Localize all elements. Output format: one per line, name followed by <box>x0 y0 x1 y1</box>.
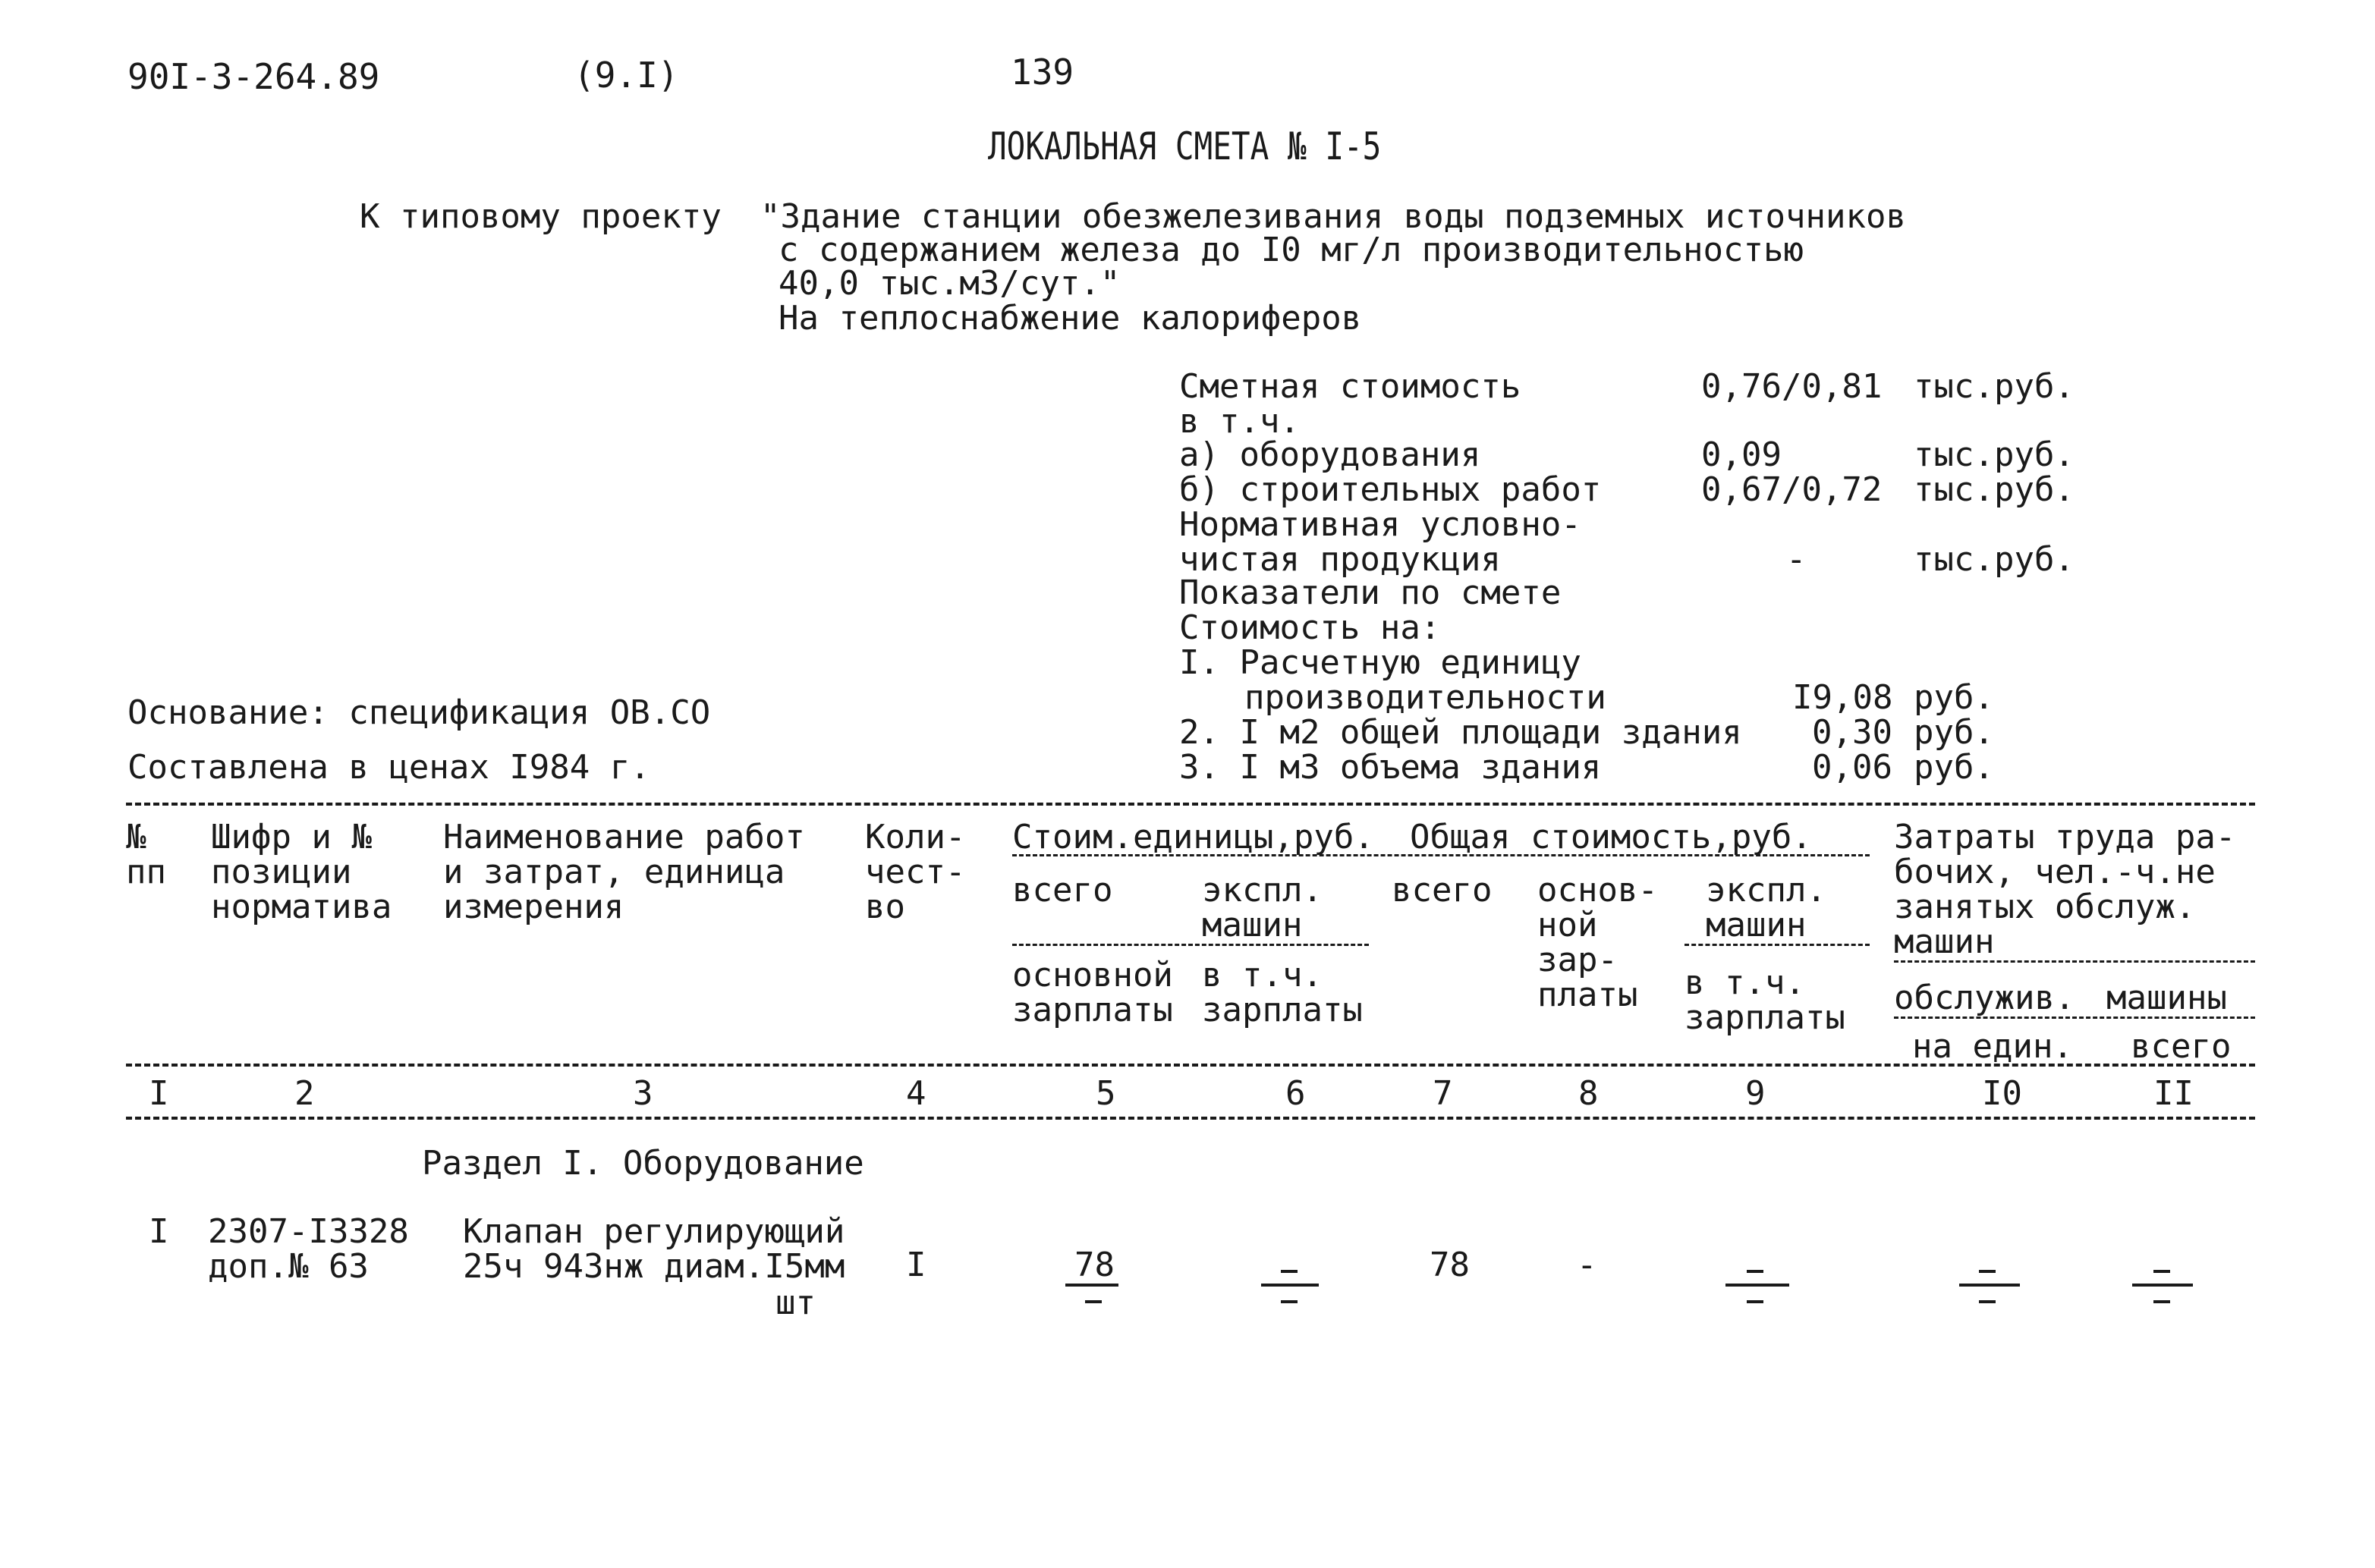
indicator-3-label: 3. I м3 объема здания <box>1179 748 1602 787</box>
col-qty-header-3: во <box>865 888 905 926</box>
table-header-rule <box>126 1064 2255 1067</box>
column-number-10: I0 <box>1982 1074 2022 1113</box>
column-number-7: 7 <box>1433 1074 1453 1113</box>
col9-expl-header-1: экспл. <box>1706 871 1826 910</box>
indicator-1-label-1: I. Расчетную единицу <box>1179 643 1581 682</box>
col-code-header-2: позиции <box>211 853 352 891</box>
basis-text: Основание: спецификация ОВ.СО <box>127 693 711 732</box>
col9-wage-header-1: в т.ч. <box>1685 963 1805 1002</box>
project-line-1: "Здание станции обезжелезивания воды подземных источников <box>760 197 1906 236</box>
col10-11-underline <box>1894 1017 2255 1019</box>
col5-wage-header-2: зарплаты <box>1012 991 1173 1029</box>
labor-header-4: машин <box>1894 922 1995 961</box>
document-code: 90I-3-264.89 <box>127 56 380 97</box>
indicator-1-label-2: производительности <box>1244 678 1606 717</box>
row-1-col10-lower-dash <box>1979 1300 1996 1303</box>
table-top-rule <box>126 803 2255 806</box>
row-1-col11-lower-dash <box>2153 1300 2170 1303</box>
row-1-col11-upper-dash <box>2153 1270 2170 1273</box>
row-1-name-2: 25ч 943нж диам.I5мм <box>463 1247 845 1286</box>
column-number-1: I <box>149 1074 169 1113</box>
unit-cost-header: Стоим.единицы,руб. <box>1012 818 1374 856</box>
normative-label-2: чистая продукция <box>1179 540 1501 579</box>
project-line-3: 40,0 тыс.м3/сут." <box>779 264 1121 303</box>
equipment-unit: тыс.руб. <box>1914 435 2075 474</box>
column-number-2: 2 <box>294 1074 315 1113</box>
col-qty-header-1: Коли- <box>865 818 966 856</box>
column-number-6: 6 <box>1285 1074 1306 1113</box>
col9-wage-header-2: зарплаты <box>1685 998 1845 1037</box>
col6-wage-header-1: в т.ч. <box>1202 956 1323 995</box>
equipment-label: а) оборудования <box>1179 435 1481 474</box>
document-title: ЛОКАЛЬНАЯ СМЕТА № I-5 <box>988 124 1382 168</box>
col-num-header-2: пп <box>126 853 166 891</box>
row-1-col6-upper-dash <box>1281 1270 1298 1273</box>
col8-main-header-2: ной <box>1537 906 1598 944</box>
col7-all-header: всего <box>1392 871 1493 910</box>
col6-expl-header-1: экспл. <box>1202 871 1323 910</box>
estimated-cost-unit: тыс.руб. <box>1914 367 2075 406</box>
estimated-cost-value: 0,76/0,81 <box>1701 367 1883 406</box>
total-cost-header: Общая стоимость,руб. <box>1410 818 1812 856</box>
row-1-col10-upper-dash <box>1979 1270 1996 1273</box>
prices-text: Составлена в ценах I984 г. <box>127 748 650 787</box>
normative-label-1: Нормативная условно- <box>1179 505 1581 544</box>
section-code: (9.I) <box>574 55 679 96</box>
col9-underline <box>1685 944 1870 946</box>
col-name-header-1: Наименование работ <box>443 818 805 856</box>
col8-main-header-4: платы <box>1537 976 1638 1014</box>
column-number-8: 8 <box>1578 1074 1599 1113</box>
col11-total-header: всего <box>2131 1027 2232 1066</box>
table-numbers-rule <box>126 1117 2255 1120</box>
row-1-col9-lower-dash <box>1747 1300 1763 1303</box>
row-1-col5-value: 78 <box>1074 1246 1115 1284</box>
col-code-header-1: Шифр и № <box>211 818 372 856</box>
col6-wage-header-2: зарплаты <box>1202 991 1363 1029</box>
col-num-header-1: № <box>126 818 146 856</box>
indicator-2-unit: руб. <box>1914 713 1994 752</box>
row-1-col9-fraction-line <box>1725 1284 1789 1287</box>
row-1-name-1: Клапан регулирующий <box>463 1212 845 1251</box>
construction-label: б) строительных работ <box>1179 470 1602 509</box>
column-number-11: II <box>2153 1074 2194 1113</box>
col10-per-unit-header: на един. <box>1912 1027 2073 1066</box>
col5-6-underline <box>1012 944 1369 946</box>
equipment-value: 0,09 <box>1701 435 1782 474</box>
project-line-2: с содержанием железа до I0 мг/л производительностью <box>779 231 1804 269</box>
cost-group-underline <box>1012 854 1870 856</box>
including-label: в т.ч. <box>1179 402 1300 441</box>
indicator-2-label: 2. I м2 общей площади здания <box>1179 713 1742 752</box>
row-1-col6-lower-dash <box>1281 1300 1298 1303</box>
labor-underline <box>1894 960 2255 963</box>
construction-value: 0,67/0,72 <box>1701 470 1883 509</box>
labor-header-1: Затраты труда ра- <box>1894 818 2236 856</box>
column-number-9: 9 <box>1745 1074 1766 1113</box>
column-number-3: 3 <box>633 1074 653 1113</box>
project-prefix: К типовому проекту <box>360 197 722 236</box>
row-1-col8-value: - <box>1577 1246 1597 1284</box>
row-1-col6-fraction-line <box>1261 1284 1319 1287</box>
row-1-col5-lower-dash <box>1085 1300 1102 1303</box>
page-number: 139 <box>1011 52 1074 93</box>
col-name-header-2: и затрат, единица <box>443 853 785 891</box>
col9-expl-header-2: машин <box>1706 906 1807 944</box>
col6-expl-header-2: машин <box>1202 906 1303 944</box>
labor-header-2: бочих, чел.-ч.не <box>1894 853 2216 891</box>
labor-header-3: занятых обслуж. <box>1894 888 2196 926</box>
indicator-1-unit: руб. <box>1914 678 1994 717</box>
indicator-2-value: 0,30 <box>1812 713 1892 752</box>
project-line-4: На теплоснабжение калориферов <box>779 299 1362 338</box>
normative-unit: тыс.руб. <box>1914 540 2075 579</box>
cost-on-heading: Стоимость на: <box>1179 608 1441 647</box>
row-1-col7-value: 78 <box>1430 1246 1470 1284</box>
col-name-header-3: измерения <box>443 888 624 926</box>
indicators-heading: Показатели по смете <box>1179 573 1562 612</box>
row-1-code-2: доп.№ 63 <box>208 1247 369 1286</box>
col5-wage-header-1: основной <box>1012 956 1173 995</box>
indicator-3-unit: руб. <box>1914 748 1994 787</box>
estimated-cost-label: Сметная стоимость <box>1179 367 1521 406</box>
row-1-code-1: 2307-I3328 <box>208 1212 409 1251</box>
col8-main-header-1: основ- <box>1537 871 1658 910</box>
row-1-quantity: I <box>906 1246 926 1284</box>
row-1-col10-fraction-line <box>1959 1284 2020 1287</box>
row-1-number: I <box>149 1212 169 1251</box>
column-number-4: 4 <box>906 1074 926 1113</box>
col-code-header-3: норматива <box>211 888 392 926</box>
row-1-unit: шт <box>775 1284 816 1322</box>
col11-mach-header: машины <box>2106 979 2227 1017</box>
row-1-col11-fraction-line <box>2132 1284 2193 1287</box>
normative-value: - <box>1786 540 1807 579</box>
col5-all-header: всего <box>1012 871 1113 910</box>
col-qty-header-2: чест- <box>865 853 966 891</box>
column-number-5: 5 <box>1096 1074 1116 1113</box>
row-1-col5-fraction-line <box>1065 1284 1118 1287</box>
indicator-1-value: I9,08 <box>1792 678 1893 717</box>
indicator-3-value: 0,06 <box>1812 748 1892 787</box>
construction-unit: тыс.руб. <box>1914 470 2075 509</box>
section-title: Раздел I. Оборудование <box>422 1144 864 1183</box>
col10-serv-header: обслужив. <box>1894 979 2075 1017</box>
row-1-col9-upper-dash <box>1747 1270 1763 1273</box>
col8-main-header-3: зар- <box>1537 941 1618 979</box>
